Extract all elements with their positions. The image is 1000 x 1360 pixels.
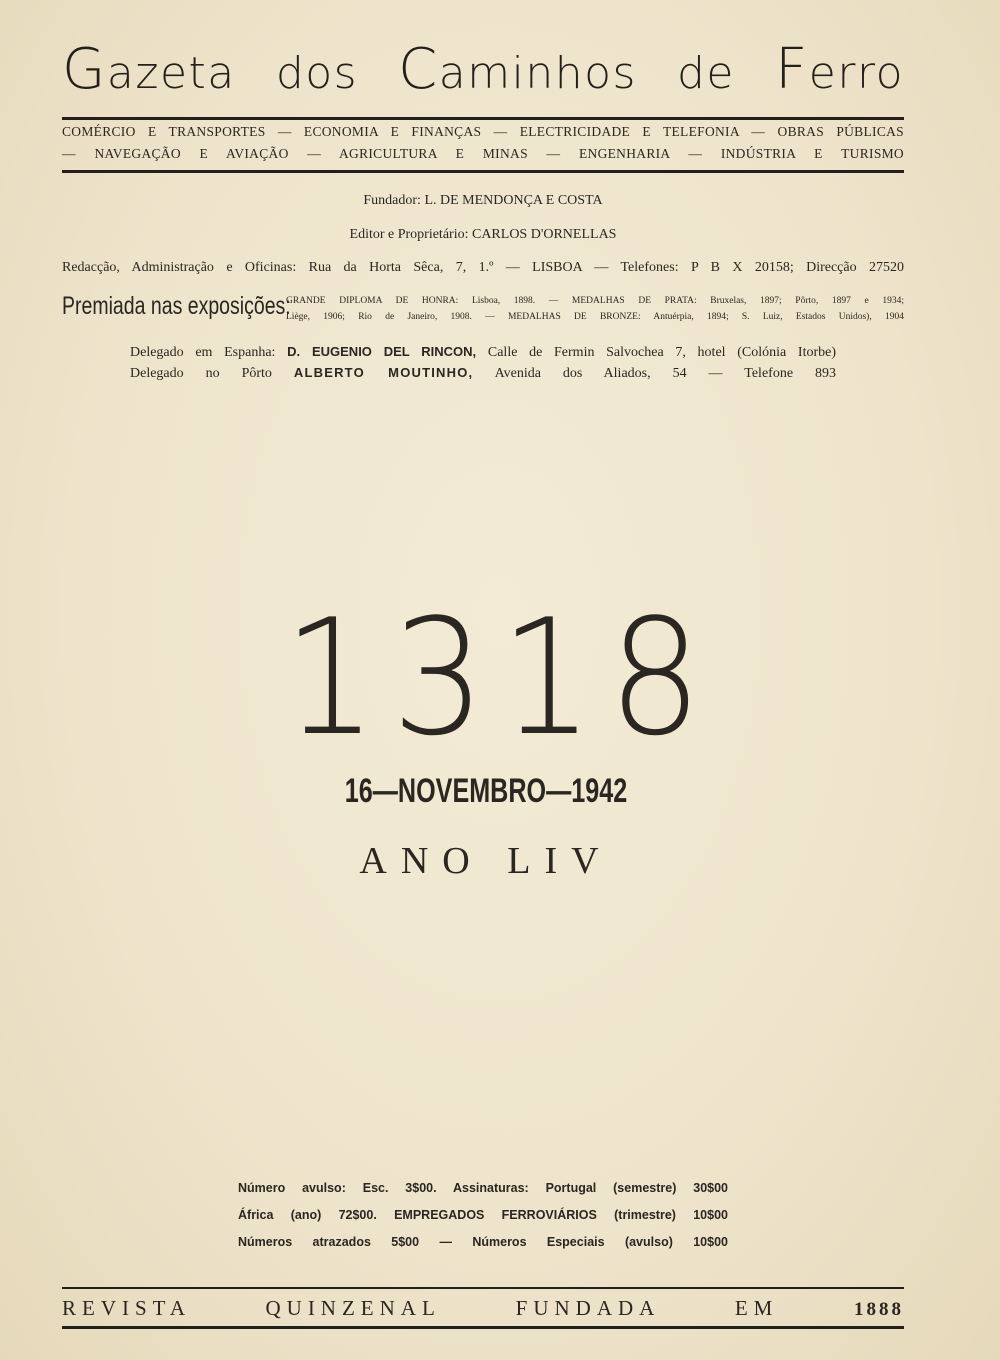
footer-rule-top (62, 1287, 904, 1289)
delegate-spain (130, 344, 836, 361)
delegate-spain-address: Calle de Fermin Salvochea 7, hotel (Colónia Itorbe) (487, 345, 837, 360)
masthead-word: Gazeta (62, 37, 236, 102)
awards-label: Premiada nas exposições: (62, 292, 291, 320)
delegate-spain-name: D. EUGENIO DEL RINCON, (287, 344, 477, 359)
delegate-porto (130, 365, 836, 382)
footer-label: REVISTA QUINZENAL FUNDADA EM (62, 1296, 779, 1320)
footer-text (62, 1296, 904, 1321)
editor-line: Editor e Proprietário: CARLOS D'ORNELLAS (349, 227, 617, 242)
sections-line-1: COMÉRCIO E TRANSPORTES — ECONOMIA E FINANÇAS — ELECTRICIDADE E TELEFONIA — OBRAS PÚBLICAS (62, 124, 904, 139)
masthead-word: de (677, 48, 735, 99)
awards-line-1: GRANDE DIPLOMA DE HONRA: Lisboa, 1898. — MEDALHAS DE PRATA: Bruxelas, 1897; Pôrto, 1897 e 1934; (286, 296, 904, 306)
masthead-rule-bottom (62, 170, 904, 173)
prices-line-2: África (ano) 72$00. EMPREGADOS FERROVIÁRIOS (trimestre) 10$00 (238, 1208, 728, 1222)
issue-number: 1318 (283, 584, 717, 771)
delegate-porto-address: Avenida dos Aliados, 54 — Telefone 893 (494, 366, 836, 381)
delegate-spain-label: Delegado em Espanha: (130, 345, 276, 360)
masthead-title (62, 37, 904, 104)
delegate-porto-label: Delegado no Pôrto (130, 366, 272, 381)
awards-line-2: Liège, 1906; Rio de Janeiro, 1908. — MEDALHAS DE BRONZE: Antuérpia, 1894; S. Luiz, Estados Unidos), 1904 (286, 312, 904, 322)
masthead-rule-top (62, 117, 904, 120)
issue-date: 16—NOVEMBRO—1942 (344, 772, 628, 810)
prices-line-3: Números atrazados 5$00 — Números Especiais (avulso) 10$00 (238, 1235, 728, 1249)
masthead-word: dos (275, 48, 359, 99)
delegate-porto-name: ALBERTO MOUTINHO, (293, 365, 474, 380)
footer-year: 1888 (854, 1299, 904, 1320)
issue-year: ANO LIV (359, 840, 613, 882)
masthead-word: Ferro (775, 37, 904, 102)
founder-line: Fundador: L. DE MENDONÇA E COSTA (363, 193, 603, 208)
footer-rule-bottom (62, 1326, 904, 1329)
prices-line-1: Número avulso: Esc. 3$00. Assinaturas: Portugal (semestre) 30$00 (238, 1181, 728, 1195)
masthead-word: Caminhos (398, 37, 637, 102)
address-line: Redacção, Administração e Oficinas: Rua da Horta Sêca, 7, 1.º — LISBOA — Telefones: P B X 20158; Direcção 27520 (62, 260, 904, 275)
sections-line-2: — NAVEGAÇÃO E AVIAÇÃO — AGRICULTURA E MINAS — ENGENHARIA — INDÚSTRIA E TURISMO (62, 146, 904, 161)
